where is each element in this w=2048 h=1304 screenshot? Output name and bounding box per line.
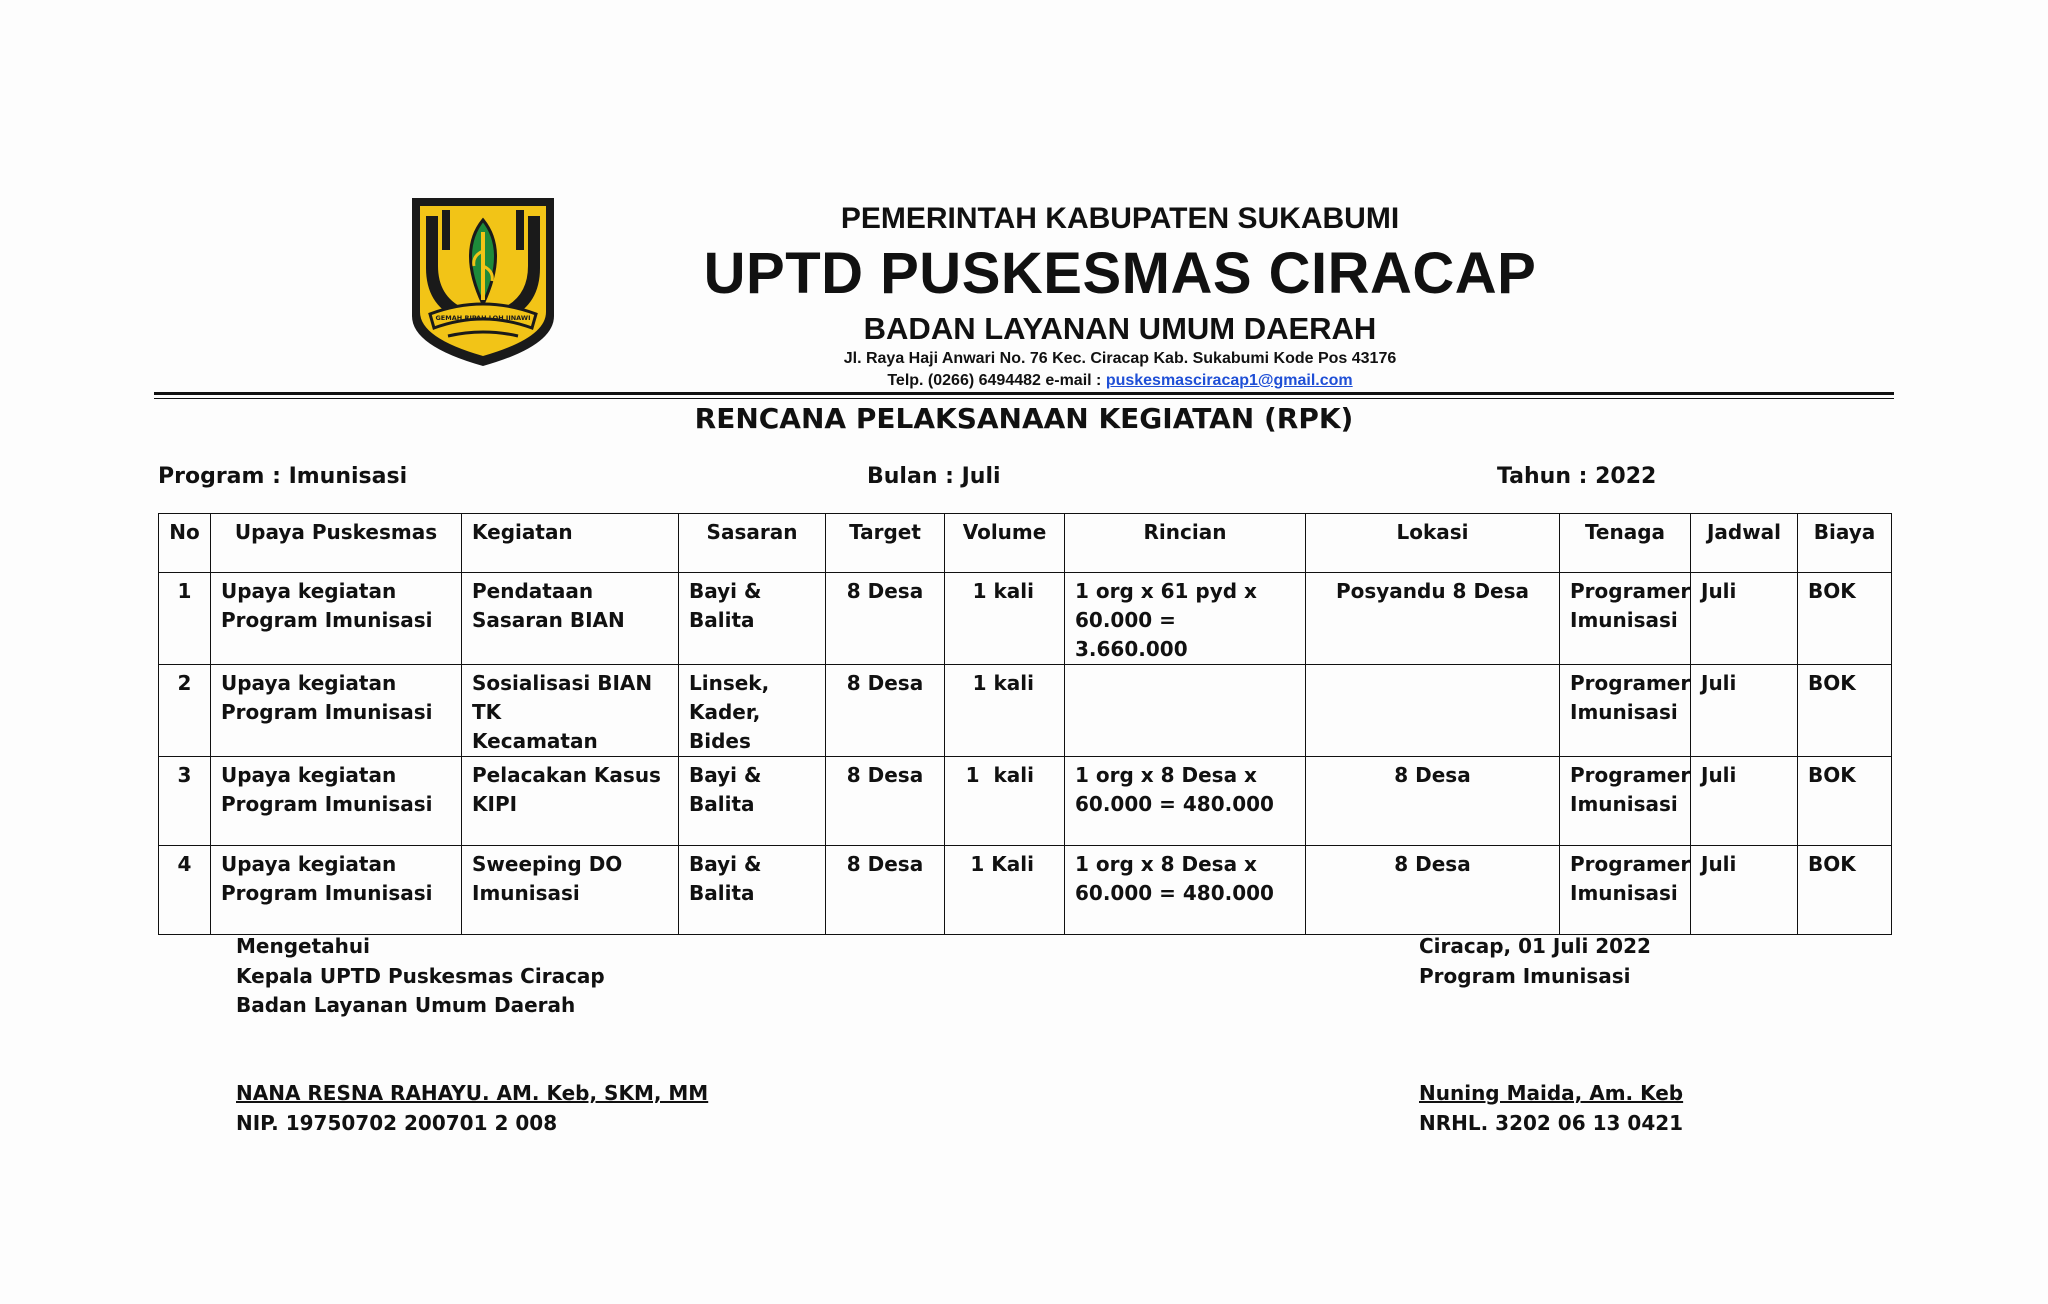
cell-jadwal: Juli bbox=[1691, 757, 1798, 846]
letterhead-divider-thin bbox=[154, 398, 1894, 399]
cell-jadwal: Juli bbox=[1691, 573, 1798, 665]
cell-lokasi: Posyandu 8 Desa bbox=[1306, 573, 1560, 665]
activity-plan-table bbox=[158, 513, 1892, 935]
header-biaya: Biaya bbox=[1798, 514, 1892, 573]
cell-sasaran: Linsek, Kader, Bides bbox=[679, 665, 826, 757]
cell-no: 3 bbox=[159, 757, 211, 846]
address: Jl. Raya Haji Anwari No. 76 Kec. Ciracap Kab. Sukabumi Kode Pos 43176 bbox=[843, 350, 1397, 367]
signature-block-right bbox=[1419, 932, 1651, 991]
cell-biaya: BOK bbox=[1798, 573, 1892, 665]
logo-motto: GEMAH RIPAH LOH JINAWI bbox=[435, 314, 531, 322]
cell-volume: 1 kali bbox=[945, 573, 1065, 665]
institution-subtitle: BADAN LAYANAN UMUM DAERAH bbox=[863, 311, 1377, 346]
cell-rincian bbox=[1065, 665, 1306, 757]
cell-sasaran: Bayi & Balita bbox=[679, 573, 826, 665]
signatory-right bbox=[1419, 1079, 1683, 1138]
programmer-name: Nuning Maida, Am. Keb bbox=[1419, 1081, 1684, 1105]
cell-kegiatan: Sweeping DO Imunisasi bbox=[462, 846, 679, 935]
header-jadwal: Jadwal bbox=[1691, 514, 1798, 573]
cell-no: 2 bbox=[159, 665, 211, 757]
header-upaya: Upaya Puskesmas bbox=[211, 514, 462, 573]
cell-lokasi bbox=[1306, 665, 1560, 757]
cell-rincian: 1 org x 8 Desa x 60.000 = 480.000 bbox=[1065, 757, 1306, 846]
month-label: Bulan : Juli bbox=[867, 464, 1001, 489]
header-tenaga: Tenaga bbox=[1560, 514, 1691, 573]
cell-sasaran: Bayi & Balita bbox=[679, 846, 826, 935]
cell-tenaga: Programer Imunisasi bbox=[1560, 757, 1691, 846]
cell-upaya: Upaya kegiatan Program Imunisasi bbox=[211, 573, 462, 665]
year-label: Tahun : 2022 bbox=[1497, 464, 1657, 489]
header-kegiatan: Kegiatan bbox=[462, 514, 679, 573]
cell-target: 8 Desa bbox=[826, 665, 945, 757]
cell-volume: 1 kali bbox=[945, 665, 1065, 757]
cell-upaya: Upaya kegiatan Program Imunisasi bbox=[211, 757, 462, 846]
header-lokasi: Lokasi bbox=[1306, 514, 1560, 573]
programmer-nrhl: NRHL. 3202 06 13 0421 bbox=[1419, 1110, 1684, 1135]
cell-rincian: 1 org x 61 pyd x 60.000 = 3.660.000 bbox=[1065, 573, 1306, 665]
email-link[interactable]: puskesmasciracap1@gmail.com bbox=[1105, 372, 1353, 389]
cell-target: 8 Desa bbox=[826, 573, 945, 665]
head-name: NANA RESNA RAHAYU. AM. Keb, SKM, MM bbox=[236, 1081, 709, 1105]
cell-no: 4 bbox=[159, 846, 211, 935]
acknowledged-label: Mengetahui bbox=[236, 934, 370, 958]
cell-jadwal: Juli bbox=[1691, 846, 1798, 935]
cell-volume: 1 Kali bbox=[945, 846, 1065, 935]
letterhead-divider-thick bbox=[154, 392, 1894, 395]
cell-upaya: Upaya kegiatan Program Imunisasi bbox=[211, 665, 462, 757]
government-title: PEMERINTAH KABUPATEN SUKABUMI bbox=[840, 202, 1400, 235]
cell-kegiatan: Sosialisasi BIAN TK Kecamatan bbox=[462, 665, 679, 757]
place-date: Ciracap, 01 Juli 2022 bbox=[1419, 934, 1651, 958]
header-rincian: Rincian bbox=[1065, 514, 1306, 573]
cell-tenaga: Programer Imunisasi bbox=[1560, 573, 1691, 665]
cell-volume: 1 kali bbox=[945, 757, 1065, 846]
header-volume: Volume bbox=[945, 514, 1065, 573]
head-nip: NIP. 19750702 200701 2 008 bbox=[236, 1110, 558, 1135]
cell-target: 8 Desa bbox=[826, 757, 945, 846]
cell-rincian: 1 org x 8 Desa x 60.000 = 480.000 bbox=[1065, 846, 1306, 935]
header-no: No bbox=[159, 514, 211, 573]
cell-tenaga: Programer Imunisasi bbox=[1560, 846, 1691, 935]
table-row bbox=[159, 846, 1892, 935]
sukabumi-regency-emblem-icon bbox=[408, 196, 558, 368]
signature-block-left bbox=[236, 932, 605, 1021]
program-label: Program : Imunisasi bbox=[158, 464, 408, 489]
table-row bbox=[159, 665, 1892, 757]
table-header-row bbox=[159, 514, 1892, 573]
cell-biaya: BOK bbox=[1798, 757, 1892, 846]
header-target: Target bbox=[826, 514, 945, 573]
cell-jadwal: Juli bbox=[1691, 665, 1798, 757]
program-role: Program Imunisasi bbox=[1419, 963, 1631, 988]
institution-title: UPTD PUSKESMAS CIRACAP bbox=[703, 241, 1537, 306]
cell-lokasi: 8 Desa bbox=[1306, 757, 1560, 846]
cell-biaya: BOK bbox=[1798, 846, 1892, 935]
table-row bbox=[159, 573, 1892, 665]
header-sasaran: Sasaran bbox=[679, 514, 826, 573]
cell-kegiatan: Pendataan Sasaran BIAN bbox=[462, 573, 679, 665]
cell-lokasi: 8 Desa bbox=[1306, 846, 1560, 935]
cell-tenaga: Programer Imunisasi bbox=[1560, 665, 1691, 757]
cell-no: 1 bbox=[159, 573, 211, 665]
cell-sasaran: Bayi & Balita bbox=[679, 757, 826, 846]
table-row bbox=[159, 757, 1892, 846]
head-unit: Badan Layanan Umum Daerah bbox=[236, 993, 576, 1017]
cell-kegiatan: Pelacakan Kasus KIPI bbox=[462, 757, 679, 846]
cell-biaya: BOK bbox=[1798, 665, 1892, 757]
cell-upaya: Upaya kegiatan Program Imunisasi bbox=[211, 846, 462, 935]
signatory-left bbox=[236, 1079, 708, 1138]
cell-target: 8 Desa bbox=[826, 846, 945, 935]
phone-label: Telp. (0266) 6494482 e-mail : bbox=[887, 372, 1106, 389]
contact-line bbox=[700, 372, 1540, 390]
document-title: RENCANA PELAKSANAAN KEGIATAN (RPK) bbox=[694, 402, 1354, 435]
head-title: Kepala UPTD Puskesmas Ciracap bbox=[236, 963, 605, 988]
